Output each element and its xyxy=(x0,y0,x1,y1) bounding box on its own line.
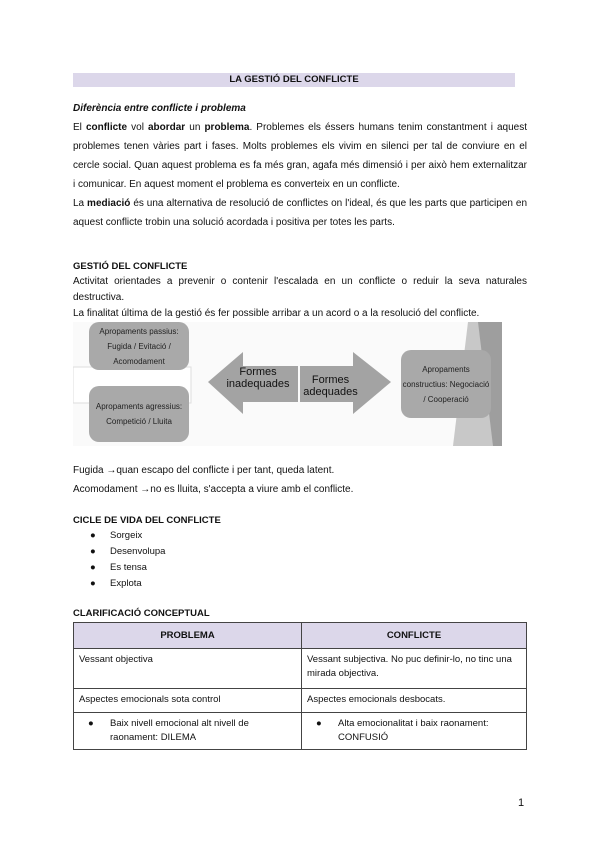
adequate-forms-label: Formes adequades xyxy=(303,374,358,398)
note-acomodament xyxy=(73,484,353,495)
list-item xyxy=(90,528,165,544)
text: vol xyxy=(127,122,148,133)
table-cell: Vessant objectiva xyxy=(74,649,302,689)
text: és una alternativa de resolució de conflictes on l'ideal, és que les parts que participen en aquest conflicte trobin una solució acordada i positiva per totes les parts. xyxy=(73,198,528,228)
bullet-icon: ● xyxy=(90,562,96,573)
constructive-approaches-box: Apropaments constructius: Negociació / Cooperació xyxy=(401,350,491,418)
bold-text: problema xyxy=(204,122,250,133)
note-fugida xyxy=(73,465,334,476)
table-header-row xyxy=(74,623,527,649)
cell-text: Alta emocionalitat i baix raonament: CONFUSIÓ xyxy=(338,718,489,743)
column-header-problema: PROBLEMA xyxy=(74,623,302,649)
note-text: quan escapo del conflicte i per tant, queda latent. xyxy=(116,465,335,476)
table-row xyxy=(74,689,527,713)
table-cell xyxy=(302,713,527,750)
arrow-icon: → xyxy=(106,465,117,476)
list-item-text: Es tensa xyxy=(110,562,147,573)
arrow-icon: → xyxy=(140,484,151,495)
conflict-approaches-diagram xyxy=(73,322,502,446)
paragraph-management-definition: Activitat orientades a prevenir o contenir l'escalada en un conflicte o reduir la seva naturales destructiva. xyxy=(73,276,527,303)
comparison-table xyxy=(73,622,527,750)
lifecycle-list xyxy=(90,528,165,592)
bullet-icon: ● xyxy=(90,530,96,541)
bullet-icon: ● xyxy=(90,546,96,557)
section-heading-management: GESTIÓ DEL CONFLICTE xyxy=(73,261,188,272)
list-item-text: Sorgeix xyxy=(110,530,143,541)
table-cell: Aspectes emocionals desbocats. xyxy=(302,689,527,713)
paragraph-management-goal: La finalitat última de la gestió és fer possible arribar a un acord o a la resolució del conflicte. xyxy=(73,308,480,319)
bold-text: abordar xyxy=(147,122,186,133)
list-item xyxy=(90,560,165,576)
note-term: Fugida xyxy=(73,465,104,476)
section-heading-difference: Diferència entre conflicte i problema xyxy=(73,103,246,114)
column-header-conflicte: CONFLICTE xyxy=(302,623,527,649)
text: El xyxy=(73,122,86,133)
bullet-icon: ● xyxy=(316,718,322,729)
list-item xyxy=(90,544,165,560)
table-cell xyxy=(74,713,302,750)
table-row xyxy=(74,649,527,689)
text: un xyxy=(185,122,205,133)
section-heading-clarification: CLARIFICACIÓ CONCEPTUAL xyxy=(73,608,210,619)
inadequate-forms-label: Formes inadequades xyxy=(226,366,290,390)
bold-text: mediació xyxy=(87,198,131,209)
table-row xyxy=(74,713,527,750)
list-item-text: Explota xyxy=(110,578,142,589)
bullet-icon: ● xyxy=(88,718,94,729)
bullet-icon: ● xyxy=(90,578,96,589)
table-cell: Vessant subjectiva. No puc definir-lo, no tinc una mirada objectiva. xyxy=(302,649,527,689)
bold-text: conflicte xyxy=(85,122,128,133)
passive-approaches-box: Apropaments passius: Fugida / Evitació / Acomodament xyxy=(89,322,189,370)
cell-text: Baix nivell emocional alt nivell de raonament: DILEMA xyxy=(110,718,249,743)
note-term: Acomodament xyxy=(73,484,138,495)
table-cell: Aspectes emocionals sota control xyxy=(74,689,302,713)
document-title: LA GESTIÓ DEL CONFLICTE xyxy=(73,73,515,87)
page-number: 1 xyxy=(518,797,525,809)
list-item xyxy=(90,576,165,592)
text: . Problemes els éssers humans tenim constantment i aquest problemes tenen vàries part i fases. Molts problemes els vivim en silenci per tal de conviure en el cercle social. Quan aquest problema es fa més gran, agafa més dimensió i per això hem externalitzar i comunicar. En aquest moment el problema es converteix en un conflicte. xyxy=(73,122,527,190)
section-heading-lifecycle: CICLE DE VIDA DEL CONFLICTE xyxy=(73,515,221,526)
list-item-text: Desenvolupa xyxy=(110,546,166,557)
note-text: no es lluita, s'accepta a viure amb el conflicte. xyxy=(150,484,354,495)
text: La xyxy=(73,198,88,209)
aggressive-approaches-box: Apropaments agressius: Competició / Lluita xyxy=(89,386,189,442)
paragraph-conflict-definition xyxy=(73,118,527,194)
paragraph-mediation xyxy=(73,194,527,232)
